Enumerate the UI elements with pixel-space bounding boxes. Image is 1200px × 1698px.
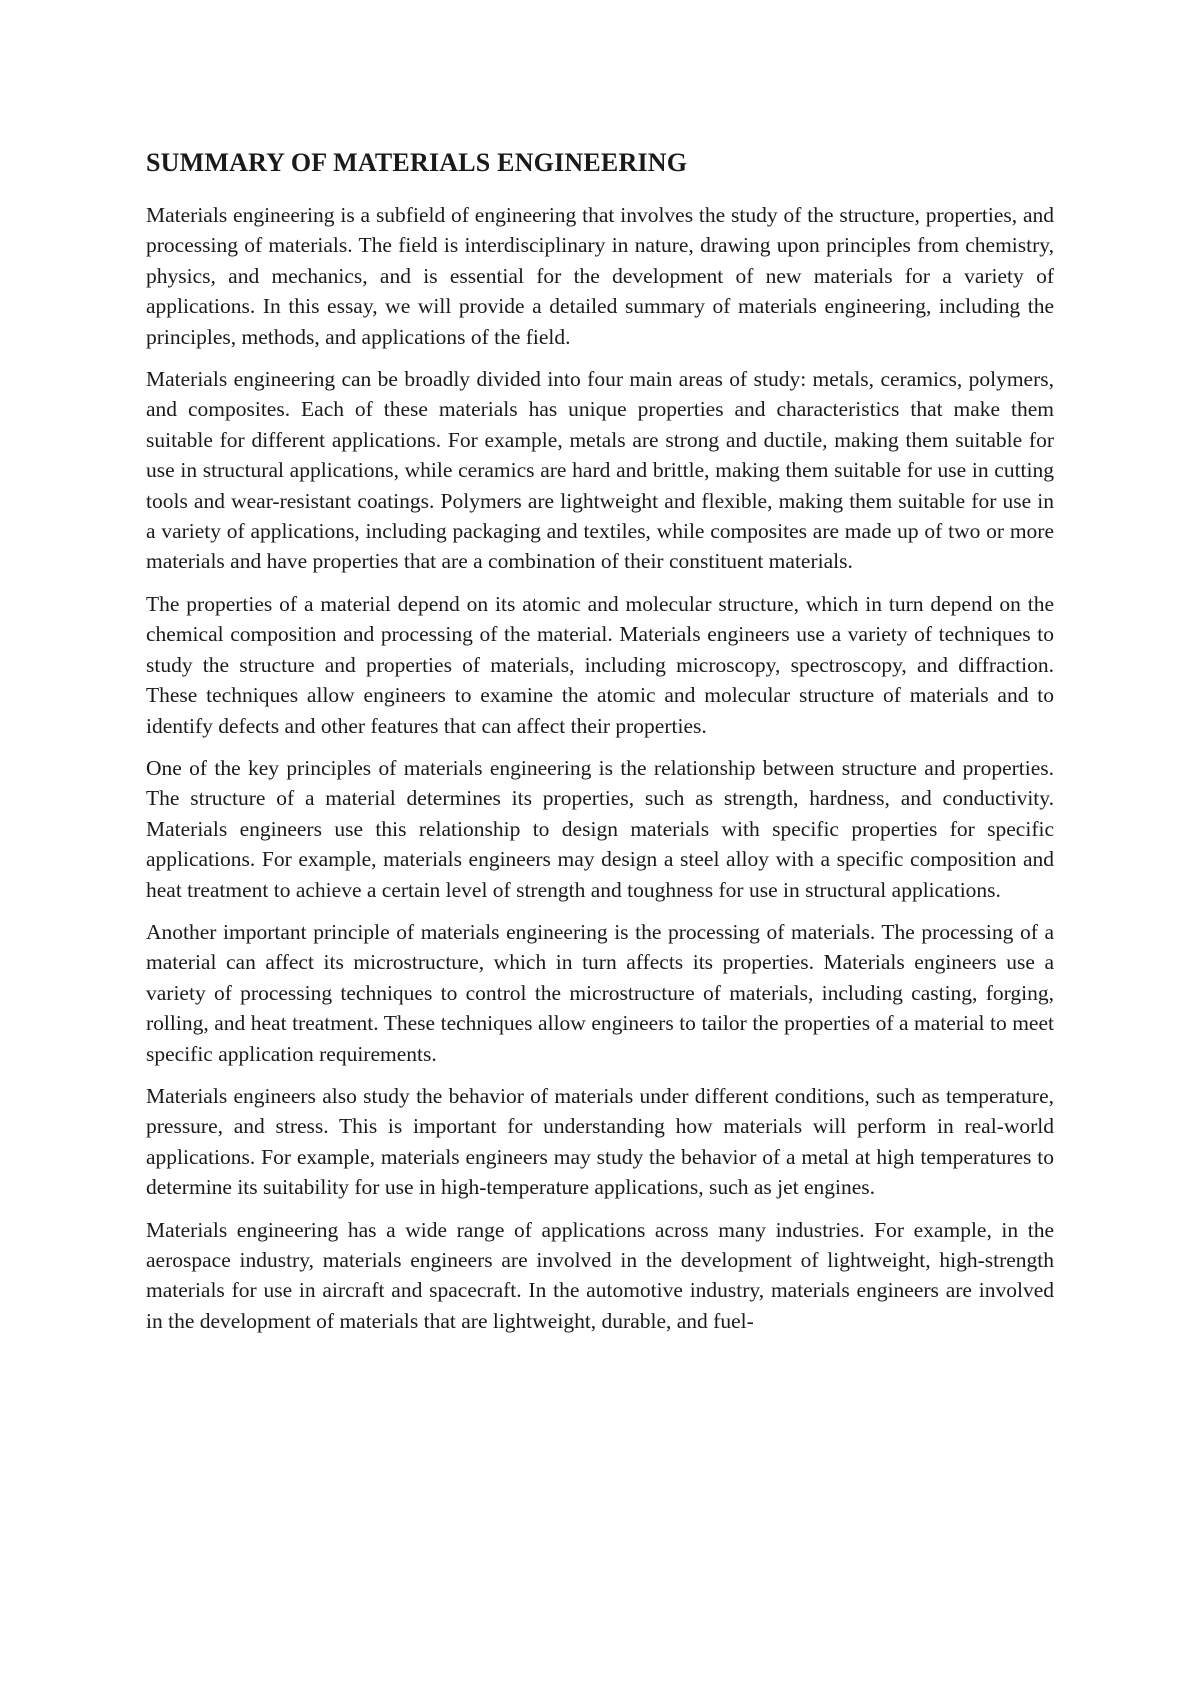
paragraph-key-principles: One of the key principles of materials engineering is the relationship between structure and properties. The structure of a material determines its properties, such as strength, hardness, and conductivity. Materials engineers use this relationship to design materials with specific properties for specific applications. For example, materials engineers may design a steel alloy with a specific composition and heat treatment to achieve a certain level of strength and toughness for use in structural applications. (146, 755, 1054, 902)
paragraph-processing: Another important principle of materials engineering is the processing of materials. The processing of a material can affect its microstructure, which in turn affects its properties. Materials engineers use a variety of processing techniques to control the microstructure of materials, including casting, forging, rolling, and heat treatment. These techniques allow engineers to tailor the properties of a material to meet specific application requirements. (146, 919, 1054, 1066)
paragraph-behavior: Materials engineers also study the behavior of materials under different conditions, such as temperature, pressure, and stress. This is important for understanding how materials will perform in real-world applications. For example, materials engineers may study the behavior of a metal at high temperatures to determine its suitability for use in high-temperature applications, such as jet engines. (146, 1083, 1054, 1200)
paragraph-intro: Materials engineering is a subfield of engineering that involves the study of the structure, properties, and processing of materials. The field is interdisciplinary in nature, drawing upon principles from chemistry, physics, and mechanics, and is essential for the development of new materials for a variety of applications. In this essay, we will provide a detailed summary of materials engineering, including the principles, methods, and applications of the field. (146, 203, 1054, 349)
paragraph-applications: Materials engineering has a wide range of applications across many industries. For example, in the aerospace industry, materials engineers are involved in the development of lightweight, high-strength materials for use in aircraft and spacecraft. In the automotive industry, materials engineers are involved in the development of materials that are lightweight, durable, and fuel- (146, 1217, 1054, 1333)
document-body (146, 146, 1054, 1348)
paragraph-structure-properties: The properties of a material depend on its atomic and molecular structure, which in turn depend on the chemical composition and processing of the material. Materials engineers use a variety of techniques to study the structure and properties of materials, including microscopy, spectroscopy, and diffraction. These techniques allow engineers to examine the atomic and molecular structure of materials and to identify defects and other features that can affect their properties. (146, 591, 1054, 738)
paragraph-areas-of-study: Materials engineering can be broadly divided into four main areas of study: metals, ceramics, polymers, and composites. Each of these materials has unique properties and characteristics that make them suitable for different applications. For example, metals are strong and ductile, making them suitable for use in structural applications, while ceramics are hard and brittle, making them suitable for use in cutting tools and wear-resistant coatings. Polymers are lightweight and flexible, making them suitable for use in a variety of applications, including packaging and textiles, while composites are made up of two or more materials and have properties that are a combination of their constituent materials. (146, 367, 1054, 574)
document-title: SUMMARY OF MATERIALS ENGINEERING (146, 148, 688, 177)
